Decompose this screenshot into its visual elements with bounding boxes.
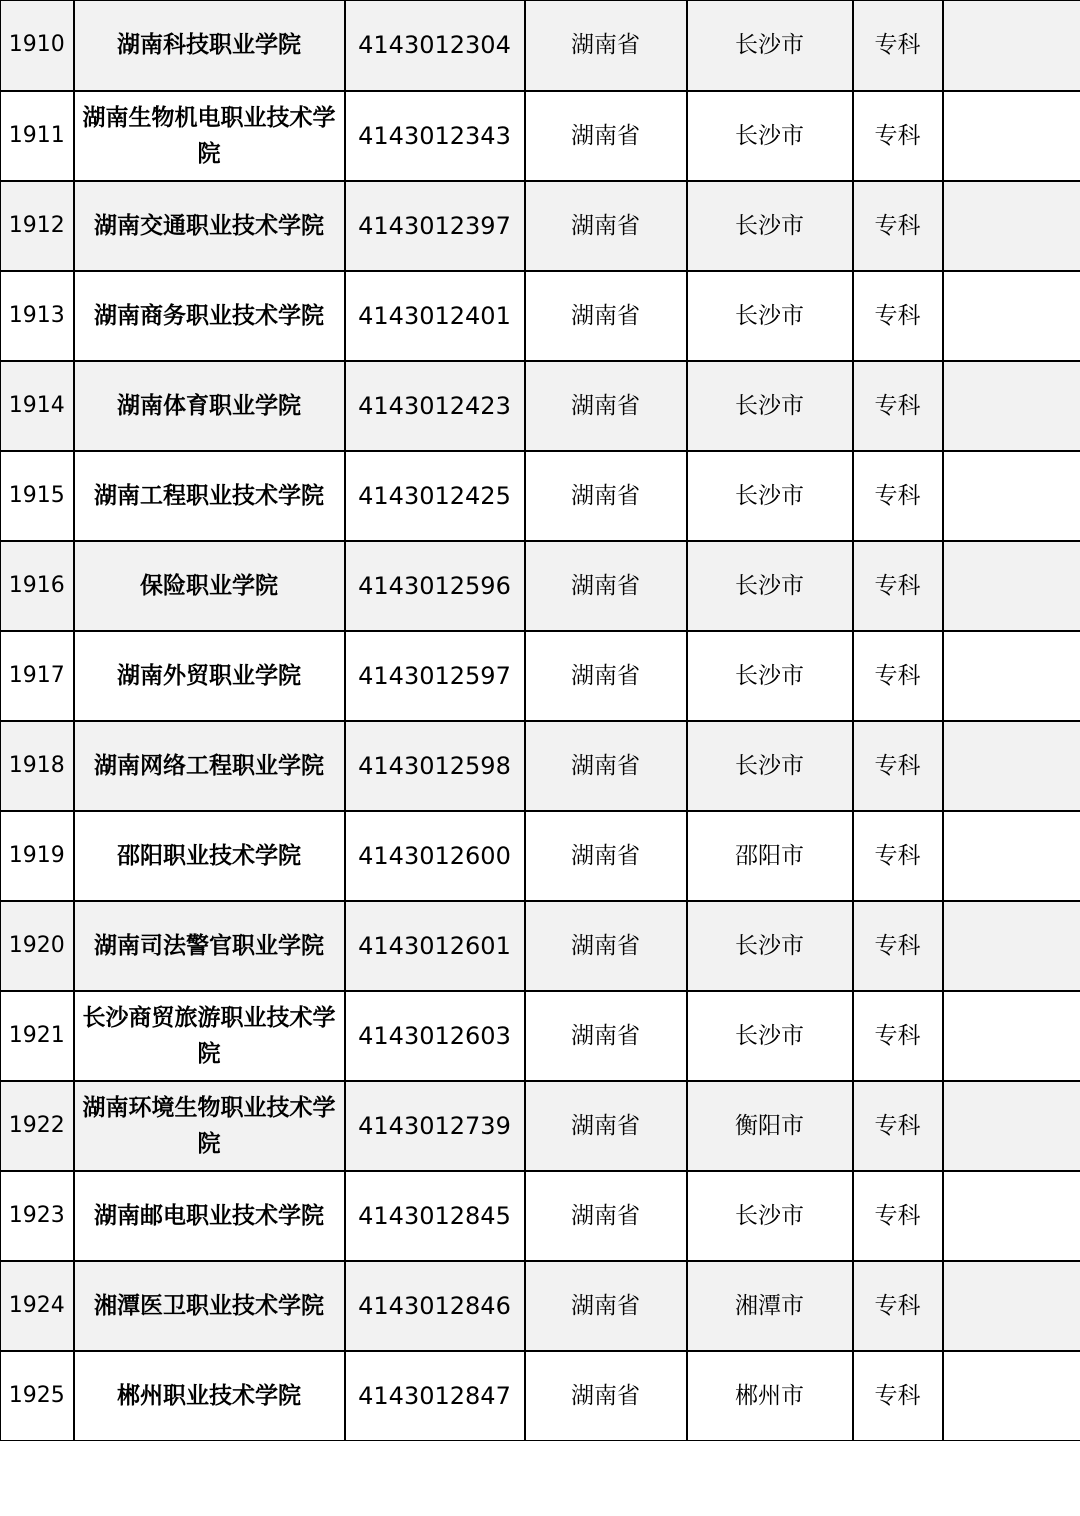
level-cell: 专科 (853, 1351, 943, 1441)
province-cell: 湖南省 (525, 1261, 687, 1351)
table-row (1, 541, 1080, 631)
row-index-cell: 1916 (1, 541, 74, 631)
province-cell: 湖南省 (525, 541, 687, 631)
level-cell: 专科 (853, 1081, 943, 1171)
table-row (1, 1171, 1080, 1261)
province-cell: 湖南省 (525, 181, 687, 271)
school-name-cell: 湖南商务职业技术学院 (74, 271, 345, 361)
school-name-cell: 邵阳职业技术学院 (74, 811, 345, 901)
city-cell: 长沙市 (687, 361, 853, 451)
province-cell: 湖南省 (525, 811, 687, 901)
table-row (1, 811, 1080, 901)
city-cell: 长沙市 (687, 541, 853, 631)
table-row (1, 631, 1080, 721)
city-cell: 长沙市 (687, 271, 853, 361)
row-index-cell: 1924 (1, 1261, 74, 1351)
school-code-cell: 4143012401 (345, 271, 525, 361)
province-cell: 湖南省 (525, 91, 687, 181)
row-index-cell: 1913 (1, 271, 74, 361)
province-cell: 湖南省 (525, 361, 687, 451)
city-cell: 长沙市 (687, 901, 853, 991)
school-name-cell: 湖南科技职业学院 (74, 1, 345, 91)
school-name-cell: 湖南生物机电职业技术学院 (74, 91, 345, 181)
note-cell (943, 901, 1080, 991)
school-code-cell: 4143012847 (345, 1351, 525, 1441)
school-code-cell: 4143012601 (345, 901, 525, 991)
school-name-cell: 湖南体育职业学院 (74, 361, 345, 451)
level-cell: 专科 (853, 91, 943, 181)
note-cell (943, 541, 1080, 631)
table-row (1, 1261, 1080, 1351)
school-code-cell: 4143012739 (345, 1081, 525, 1171)
city-cell: 长沙市 (687, 181, 853, 271)
school-code-cell: 4143012845 (345, 1171, 525, 1261)
city-cell: 湘潭市 (687, 1261, 853, 1351)
row-index-cell: 1918 (1, 721, 74, 811)
level-cell: 专科 (853, 991, 943, 1081)
table-row (1, 1081, 1080, 1171)
row-index-cell: 1925 (1, 1351, 74, 1441)
school-code-cell: 4143012304 (345, 1, 525, 91)
note-cell (943, 721, 1080, 811)
city-cell: 衡阳市 (687, 1081, 853, 1171)
city-cell: 邵阳市 (687, 811, 853, 901)
note-cell (943, 811, 1080, 901)
note-cell (943, 991, 1080, 1081)
level-cell: 专科 (853, 721, 943, 811)
city-cell: 长沙市 (687, 991, 853, 1081)
city-cell: 长沙市 (687, 451, 853, 541)
school-code-cell: 4143012596 (345, 541, 525, 631)
school-code-cell: 4143012425 (345, 451, 525, 541)
note-cell (943, 631, 1080, 721)
note-cell (943, 1171, 1080, 1261)
note-cell (943, 271, 1080, 361)
level-cell: 专科 (853, 1261, 943, 1351)
row-index-cell: 1920 (1, 901, 74, 991)
note-cell (943, 1081, 1080, 1171)
table-row (1, 1, 1080, 91)
row-index-cell: 1919 (1, 811, 74, 901)
school-name-cell: 湖南环境生物职业技术学院 (74, 1081, 345, 1171)
city-cell: 长沙市 (687, 631, 853, 721)
school-name-cell: 湖南邮电职业技术学院 (74, 1171, 345, 1261)
school-code-cell: 4143012597 (345, 631, 525, 721)
province-cell: 湖南省 (525, 1081, 687, 1171)
table-row (1, 721, 1080, 811)
school-name-cell: 湖南司法警官职业学院 (74, 901, 345, 991)
school-code-cell: 4143012397 (345, 181, 525, 271)
city-cell: 长沙市 (687, 721, 853, 811)
level-cell: 专科 (853, 901, 943, 991)
province-cell: 湖南省 (525, 631, 687, 721)
row-index-cell: 1915 (1, 451, 74, 541)
school-code-cell: 4143012343 (345, 91, 525, 181)
row-index-cell: 1917 (1, 631, 74, 721)
city-cell: 长沙市 (687, 1171, 853, 1261)
level-cell: 专科 (853, 541, 943, 631)
row-index-cell: 1921 (1, 991, 74, 1081)
row-index-cell: 1910 (1, 1, 74, 91)
table-row (1, 91, 1080, 181)
province-cell: 湖南省 (525, 1351, 687, 1441)
school-code-cell: 4143012600 (345, 811, 525, 901)
table-row (1, 901, 1080, 991)
row-index-cell: 1912 (1, 181, 74, 271)
table-row (1, 361, 1080, 451)
school-code-cell: 4143012423 (345, 361, 525, 451)
school-name-cell: 郴州职业技术学院 (74, 1351, 345, 1441)
province-cell: 湖南省 (525, 271, 687, 361)
province-cell: 湖南省 (525, 451, 687, 541)
note-cell (943, 451, 1080, 541)
note-cell (943, 91, 1080, 181)
note-cell (943, 1351, 1080, 1441)
row-index-cell: 1922 (1, 1081, 74, 1171)
level-cell: 专科 (853, 811, 943, 901)
table-body (1, 1, 1080, 1441)
school-name-cell: 保险职业学院 (74, 541, 345, 631)
table-row (1, 451, 1080, 541)
row-index-cell: 1914 (1, 361, 74, 451)
school-code-cell: 4143012603 (345, 991, 525, 1081)
school-name-cell: 湖南网络工程职业学院 (74, 721, 345, 811)
school-code-cell: 4143012598 (345, 721, 525, 811)
school-name-cell: 湖南工程职业技术学院 (74, 451, 345, 541)
table-row (1, 271, 1080, 361)
province-cell: 湖南省 (525, 721, 687, 811)
note-cell (943, 1, 1080, 91)
school-name-cell: 湖南交通职业技术学院 (74, 181, 345, 271)
note-cell (943, 1261, 1080, 1351)
city-cell: 郴州市 (687, 1351, 853, 1441)
school-name-cell: 湘潭医卫职业技术学院 (74, 1261, 345, 1351)
level-cell: 专科 (853, 1171, 943, 1261)
table-row (1, 181, 1080, 271)
level-cell: 专科 (853, 271, 943, 361)
row-index-cell: 1911 (1, 91, 74, 181)
province-cell: 湖南省 (525, 901, 687, 991)
city-cell: 长沙市 (687, 91, 853, 181)
table-row (1, 1351, 1080, 1441)
school-name-cell: 湖南外贸职业学院 (74, 631, 345, 721)
level-cell: 专科 (853, 451, 943, 541)
city-cell: 长沙市 (687, 1, 853, 91)
row-index-cell: 1923 (1, 1171, 74, 1261)
province-cell: 湖南省 (525, 1171, 687, 1261)
school-name-cell: 长沙商贸旅游职业技术学院 (74, 991, 345, 1081)
province-cell: 湖南省 (525, 1, 687, 91)
level-cell: 专科 (853, 181, 943, 271)
school-code-cell: 4143012846 (345, 1261, 525, 1351)
province-cell: 湖南省 (525, 991, 687, 1081)
level-cell: 专科 (853, 631, 943, 721)
note-cell (943, 361, 1080, 451)
note-cell (943, 181, 1080, 271)
table-row (1, 991, 1080, 1081)
level-cell: 专科 (853, 1, 943, 91)
level-cell: 专科 (853, 361, 943, 451)
